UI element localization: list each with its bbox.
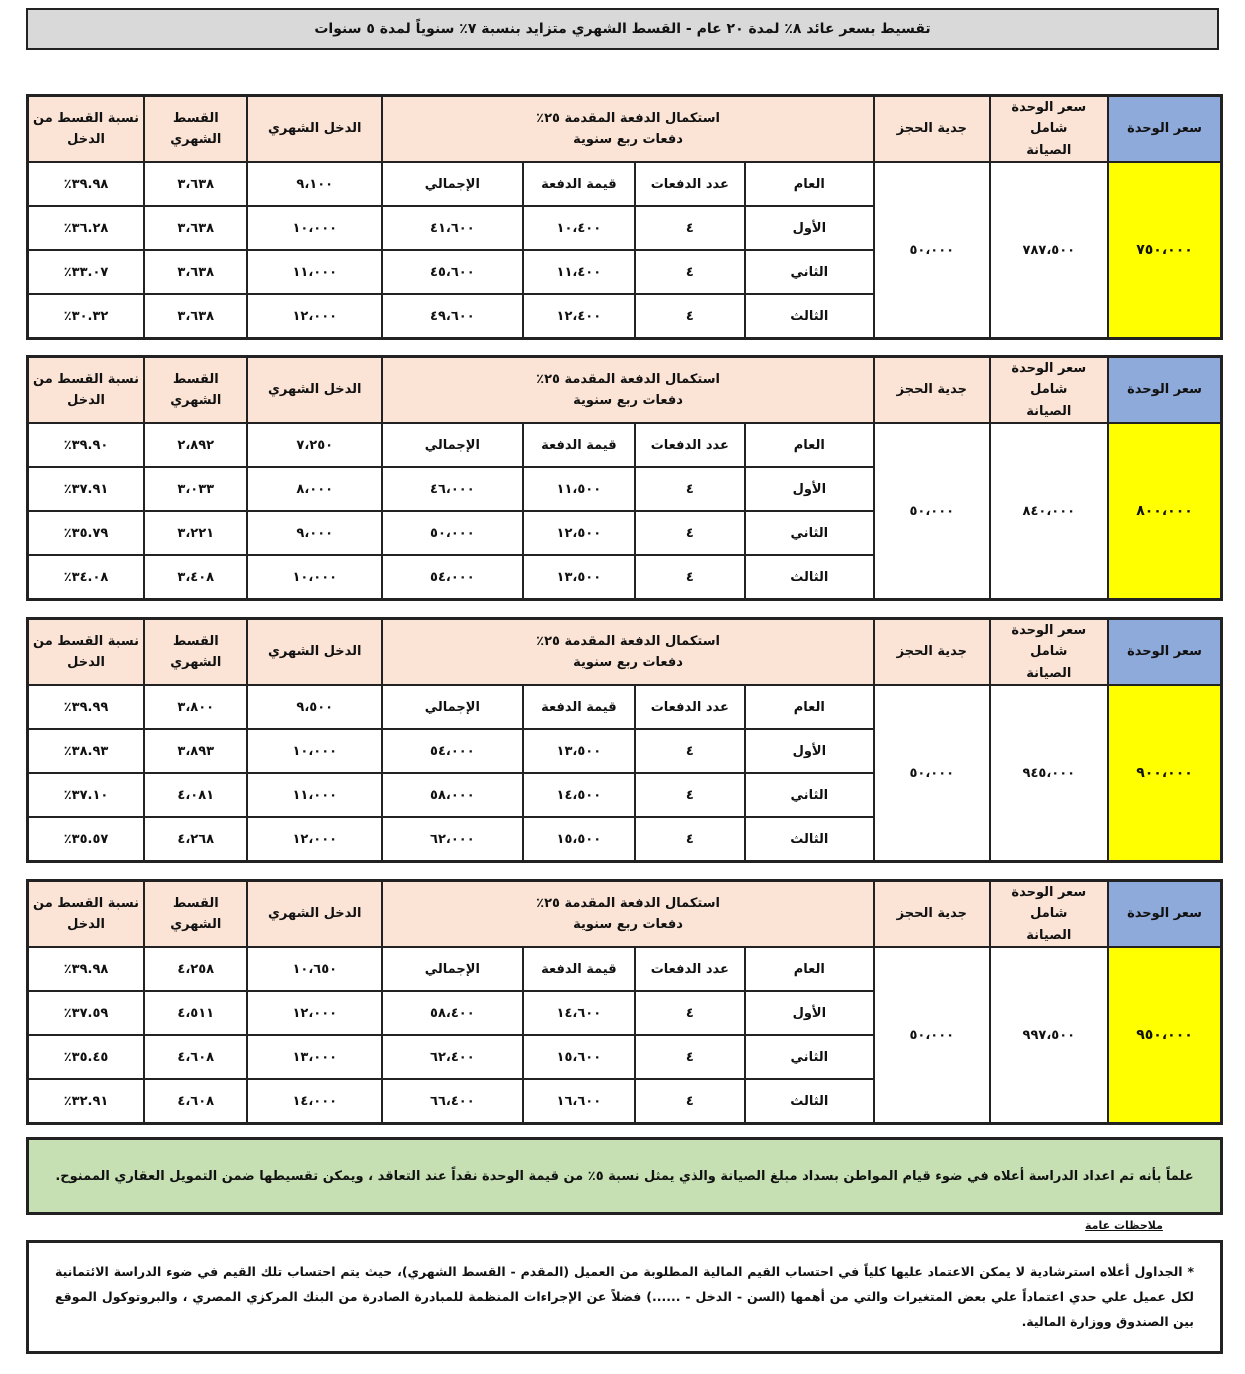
total-cell: ٦٢،٤٠٠ <box>382 1035 523 1079</box>
count-cell: ٤ <box>635 206 744 250</box>
ratio-cell: ٣٠.٣٢٪ <box>28 294 145 339</box>
unit-price-header: سعر الوحدة <box>1108 881 1221 948</box>
unit-price-maint-header: سعر الوحدة شامل الصيانة <box>990 619 1108 686</box>
total-cell: ٤٦،٠٠٠ <box>382 467 523 511</box>
unit-price-cell: ٩٥٠،٠٠٠ <box>1108 947 1221 1124</box>
year-cell: الثاني <box>745 773 875 817</box>
ratio-cell: ٣٨.٩٣٪ <box>28 729 145 773</box>
ratio-cell: ٣٧.١٠٪ <box>28 773 145 817</box>
payment-cell: ١١،٥٠٠ <box>523 467 635 511</box>
total-cell: ٥٤،٠٠٠ <box>382 555 523 600</box>
installment-cell: ٢،٨٩٢ <box>144 423 247 467</box>
reservation-header: جدية الحجز <box>874 881 989 948</box>
unit-price-maint-cell: ٩٩٧،٥٠٠ <box>990 947 1108 1124</box>
reservation-cell: ٥٠،٠٠٠ <box>874 685 989 862</box>
page-title: تقسيط بسعر عائد ٨٪ لمدة ٢٠ عام - القسط الشهري متزايد بنسبة ٧٪ سنوياً لمدة ٥ سنوات <box>26 8 1219 50</box>
count-cell: ٤ <box>635 991 744 1035</box>
unit-price-cell: ٧٥٠،٠٠٠ <box>1108 162 1221 339</box>
year-cell: الثالث <box>745 294 875 339</box>
general-notes-label: ملاحظات عامة <box>1085 1219 1163 1232</box>
payment-value-header: قيمة الدفعة <box>523 423 635 467</box>
income-cell: ١١،٠٠٠ <box>247 773 382 817</box>
income-cell: ١٠،٠٠٠ <box>247 206 382 250</box>
income-cell: ٩،١٠٠ <box>247 162 382 206</box>
year-cell: الثالث <box>745 1079 875 1124</box>
payment-cell: ١٠،٤٠٠ <box>523 206 635 250</box>
downpayment-header: استكمال الدفعة المقدمة ٢٥٪ دفعات ربع سنوية <box>382 619 874 686</box>
installment-cell: ٣،٦٣٨ <box>144 206 247 250</box>
installment-plan-table <box>26 94 1223 340</box>
income-cell: ٨،٠٠٠ <box>247 467 382 511</box>
income-cell: ٩،٠٠٠ <box>247 511 382 555</box>
installment-cell: ٤،٦٠٨ <box>144 1035 247 1079</box>
installment-cell: ٣،٦٣٨ <box>144 250 247 294</box>
payment-cell: ١١،٤٠٠ <box>523 250 635 294</box>
ratio-cell: ٣٦.٢٨٪ <box>28 206 145 250</box>
downpayment-header: استكمال الدفعة المقدمة ٢٥٪ دفعات ربع سنوية <box>382 357 874 424</box>
unit-price-maint-cell: ٧٨٧،٥٠٠ <box>990 162 1108 339</box>
monthly-income-header: الدخل الشهري <box>247 96 382 163</box>
reservation-header: جدية الحجز <box>874 357 989 424</box>
unit-price-cell: ٨٠٠،٠٠٠ <box>1108 423 1221 600</box>
ratio-cell: ٣٢.٩١٪ <box>28 1079 145 1124</box>
income-cell: ١١،٠٠٠ <box>247 250 382 294</box>
total-header: الإجمالي <box>382 423 523 467</box>
installment-cell: ٤،٦٠٨ <box>144 1079 247 1124</box>
year-header: العام <box>745 685 875 729</box>
count-cell: ٤ <box>635 1035 744 1079</box>
monthly-income-header: الدخل الشهري <box>247 357 382 424</box>
payment-cell: ١٤،٦٠٠ <box>523 991 635 1035</box>
payment-cell: ١٣،٥٠٠ <box>523 555 635 600</box>
payment-cell: ١٢،٤٠٠ <box>523 294 635 339</box>
year-cell: الأول <box>745 467 875 511</box>
num-payments-header: عدد الدفعات <box>635 947 744 991</box>
ratio-header: نسبة القسط من الدخل <box>28 881 145 948</box>
installment-cell: ٣،٨٠٠ <box>144 685 247 729</box>
count-cell: ٤ <box>635 773 744 817</box>
payment-value-header: قيمة الدفعة <box>523 947 635 991</box>
reservation-cell: ٥٠،٠٠٠ <box>874 423 989 600</box>
unit-price-maint-header: سعر الوحدة شامل الصيانة <box>990 357 1108 424</box>
downpayment-header: استكمال الدفعة المقدمة ٢٥٪ دفعات ربع سنوية <box>382 96 874 163</box>
year-cell: الثاني <box>745 250 875 294</box>
payment-cell: ١٦،٦٠٠ <box>523 1079 635 1124</box>
ratio-cell: ٣٧.٩١٪ <box>28 467 145 511</box>
ratio-cell: ٣٩.٩٠٪ <box>28 423 145 467</box>
ratio-header: نسبة القسط من الدخل <box>28 96 145 163</box>
count-cell: ٤ <box>635 1079 744 1124</box>
total-header: الإجمالي <box>382 947 523 991</box>
payment-cell: ١٥،٥٠٠ <box>523 817 635 862</box>
ratio-cell: ٣٩.٩٨٪ <box>28 162 145 206</box>
income-cell: ١٢،٠٠٠ <box>247 817 382 862</box>
installment-cell: ٤،٢٥٨ <box>144 947 247 991</box>
unit-price-cell: ٩٠٠،٠٠٠ <box>1108 685 1221 862</box>
year-header: العام <box>745 423 875 467</box>
reservation-header: جدية الحجز <box>874 96 989 163</box>
year-cell: الثالث <box>745 555 875 600</box>
installment-cell: ٣،٨٩٣ <box>144 729 247 773</box>
count-cell: ٤ <box>635 467 744 511</box>
count-cell: ٤ <box>635 817 744 862</box>
installment-cell: ٣،٤٠٨ <box>144 555 247 600</box>
year-header: العام <box>745 162 875 206</box>
installment-plan-table <box>26 879 1223 1125</box>
installment-cell: ٤،٢٦٨ <box>144 817 247 862</box>
income-cell: ١٢،٠٠٠ <box>247 991 382 1035</box>
count-cell: ٤ <box>635 294 744 339</box>
monthly-installment-header: القسط الشهري <box>144 96 247 163</box>
num-payments-header: عدد الدفعات <box>635 685 744 729</box>
unit-price-header: سعر الوحدة <box>1108 96 1221 163</box>
count-cell: ٤ <box>635 555 744 600</box>
monthly-installment-header: القسط الشهري <box>144 881 247 948</box>
unit-price-maint-cell: ٨٤٠،٠٠٠ <box>990 423 1108 600</box>
num-payments-header: عدد الدفعات <box>635 423 744 467</box>
payment-value-header: قيمة الدفعة <box>523 685 635 729</box>
total-header: الإجمالي <box>382 162 523 206</box>
count-cell: ٤ <box>635 729 744 773</box>
year-cell: الثاني <box>745 1035 875 1079</box>
installment-plan-table <box>26 617 1223 863</box>
total-cell: ٦٢،٠٠٠ <box>382 817 523 862</box>
income-cell: ١٣،٠٠٠ <box>247 1035 382 1079</box>
total-header: الإجمالي <box>382 685 523 729</box>
year-cell: الأول <box>745 206 875 250</box>
ratio-cell: ٣٩.٩٨٪ <box>28 947 145 991</box>
installment-cell: ٤،٥١١ <box>144 991 247 1035</box>
unit-price-maint-cell: ٩٤٥،٠٠٠ <box>990 685 1108 862</box>
monthly-installment-header: القسط الشهري <box>144 619 247 686</box>
downpayment-header: استكمال الدفعة المقدمة ٢٥٪ دفعات ربع سنوية <box>382 881 874 948</box>
payment-value-header: قيمة الدفعة <box>523 162 635 206</box>
installment-plan-table <box>26 355 1223 601</box>
ratio-cell: ٣٥.٧٩٪ <box>28 511 145 555</box>
installment-cell: ٣،٦٣٨ <box>144 162 247 206</box>
ratio-cell: ٣٥.٤٥٪ <box>28 1035 145 1079</box>
maintenance-note: علماً بأنه تم اعداد الدراسة أعلاه في ضوء قيام المواطن بسداد مبلغ الصيانة والذي يمثل نسبة ٥٪ من قيمة الوحدة نقداً عند التعاقد ، ويمكن تقسيطها ضمن التمويل العقاري الممنوح. <box>26 1137 1223 1215</box>
monthly-income-header: الدخل الشهري <box>247 619 382 686</box>
total-cell: ٥٠،٠٠٠ <box>382 511 523 555</box>
payment-cell: ١٢،٥٠٠ <box>523 511 635 555</box>
total-cell: ٥٨،٠٠٠ <box>382 773 523 817</box>
reservation-cell: ٥٠،٠٠٠ <box>874 947 989 1124</box>
total-cell: ٥٤،٠٠٠ <box>382 729 523 773</box>
ratio-header: نسبة القسط من الدخل <box>28 619 145 686</box>
income-cell: ١٤،٠٠٠ <box>247 1079 382 1124</box>
ratio-header: نسبة القسط من الدخل <box>28 357 145 424</box>
total-cell: ٤٥،٦٠٠ <box>382 250 523 294</box>
unit-price-maint-header: سعر الوحدة شامل الصيانة <box>990 96 1108 163</box>
monthly-income-header: الدخل الشهري <box>247 881 382 948</box>
income-cell: ١٠،٠٠٠ <box>247 729 382 773</box>
year-cell: الثالث <box>745 817 875 862</box>
ratio-cell: ٣٥.٥٧٪ <box>28 817 145 862</box>
year-cell: الأول <box>745 729 875 773</box>
year-header: العام <box>745 947 875 991</box>
num-payments-header: عدد الدفعات <box>635 162 744 206</box>
installment-cell: ٤،٠٨١ <box>144 773 247 817</box>
total-cell: ٥٨،٤٠٠ <box>382 991 523 1035</box>
installment-cell: ٣،٦٣٨ <box>144 294 247 339</box>
reservation-cell: ٥٠،٠٠٠ <box>874 162 989 339</box>
reservation-header: جدية الحجز <box>874 619 989 686</box>
payment-cell: ١٥،٦٠٠ <box>523 1035 635 1079</box>
installment-cell: ٣،٢٢١ <box>144 511 247 555</box>
income-cell: ١٢،٠٠٠ <box>247 294 382 339</box>
unit-price-header: سعر الوحدة <box>1108 357 1221 424</box>
income-cell: ٩،٥٠٠ <box>247 685 382 729</box>
installment-cell: ٣،٠٣٣ <box>144 467 247 511</box>
income-cell: ١٠،٦٥٠ <box>247 947 382 991</box>
ratio-cell: ٣٣.٠٧٪ <box>28 250 145 294</box>
payment-cell: ١٤،٥٠٠ <box>523 773 635 817</box>
unit-price-maint-header: سعر الوحدة شامل الصيانة <box>990 881 1108 948</box>
year-cell: الأول <box>745 991 875 1035</box>
count-cell: ٤ <box>635 250 744 294</box>
ratio-cell: ٣٤.٠٨٪ <box>28 555 145 600</box>
payment-cell: ١٣،٥٠٠ <box>523 729 635 773</box>
year-cell: الثاني <box>745 511 875 555</box>
unit-price-header: سعر الوحدة <box>1108 619 1221 686</box>
income-cell: ١٠،٠٠٠ <box>247 555 382 600</box>
disclaimer-box: * الجداول أعلاه استرشادية لا يمكن الاعتماد عليها كلياً في احتساب القيم المالية المطلوبة من العميل (المقدم - القسط الشهري)، حيث يتم احتساب تلك القيم في ضوء الدراسة الائتمانية لكل عميل علي حدي اعتماداً علي بعض المتغيرات والتي من أهمها (السن - الدخل - ......) فضلاً عن الإجراءات المنظمة للمبادرة الصادرة من البنك المركزي المصري ، والبروتوكول الموقع بين الصندوق ووزارة المالية. <box>26 1240 1223 1354</box>
ratio-cell: ٣٧.٥٩٪ <box>28 991 145 1035</box>
ratio-cell: ٣٩.٩٩٪ <box>28 685 145 729</box>
count-cell: ٤ <box>635 511 744 555</box>
income-cell: ٧،٢٥٠ <box>247 423 382 467</box>
total-cell: ٤٩،٦٠٠ <box>382 294 523 339</box>
monthly-installment-header: القسط الشهري <box>144 357 247 424</box>
total-cell: ٤١،٦٠٠ <box>382 206 523 250</box>
total-cell: ٦٦،٤٠٠ <box>382 1079 523 1124</box>
